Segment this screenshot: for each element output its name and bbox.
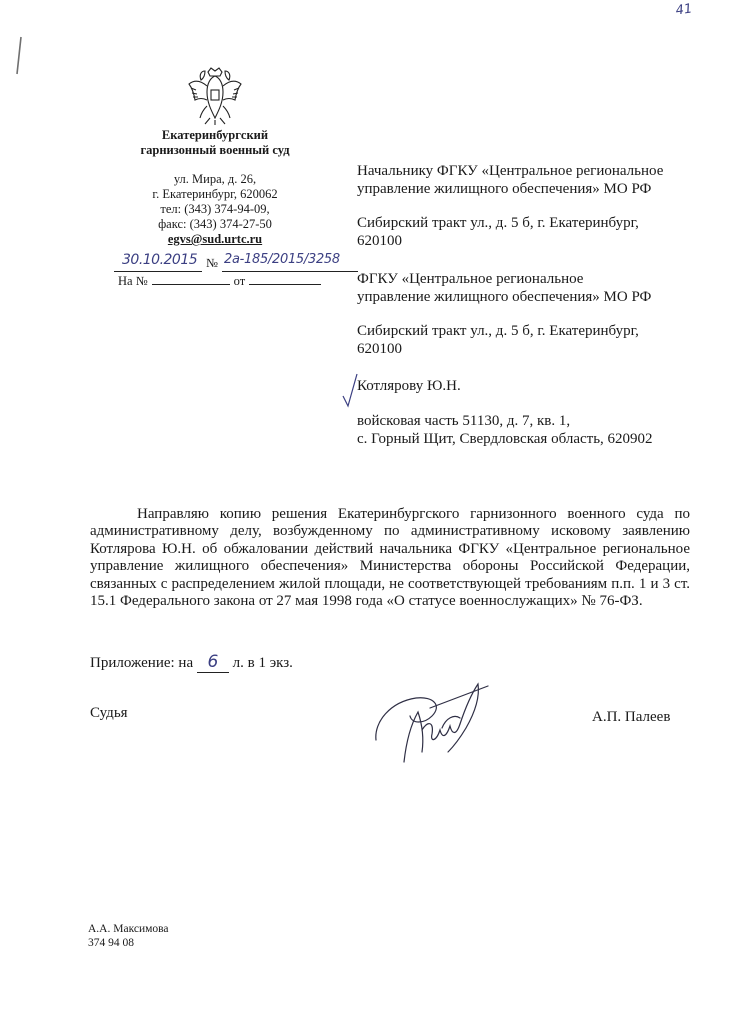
registration-number-label: № [206, 256, 218, 270]
attachment-page-count: 6 [197, 652, 229, 673]
court-fax: факс: (343) 374-27-50 [158, 217, 272, 231]
recipient-name-line: управление жилищного обеспечения» МО РФ [357, 181, 652, 197]
recipient-1 [357, 162, 697, 250]
attachment-prefix: Приложение: на [90, 655, 194, 671]
date-underline [114, 271, 202, 272]
registration-date: 30.10.2015 [122, 252, 198, 268]
executor-name: А.А. Максимова [88, 923, 169, 935]
recipient-3 [357, 377, 697, 448]
court-street-address: ул. Мира, д. 26, [173, 172, 257, 186]
executor-phone: 374 94 08 [88, 937, 134, 949]
recipient-2 [357, 270, 697, 358]
recipient-address-line: Сибирский тракт ул., д. 5 б, г. Екатеринбург, [357, 215, 639, 231]
signatory-name: А.П. Палеев [592, 709, 671, 725]
recipient-name-line: ФГКУ «Центральное региональное [357, 271, 584, 287]
coat-of-arms-emblem-icon [186, 66, 244, 126]
recipient-name-line: Котлярову Ю.Н. [357, 378, 461, 394]
recipient-address-line: Сибирский тракт ул., д. 5 б, г. Екатеринбург, [357, 323, 639, 339]
court-contact-block [120, 172, 310, 247]
recipient-address-line: 620100 [357, 341, 402, 357]
recipient-address-line: 620100 [357, 233, 402, 249]
reference-line [118, 274, 321, 289]
signatory-title: Судья [90, 705, 128, 721]
handwritten-signature [370, 668, 500, 772]
court-email-link[interactable]: egvs@sud.urtc.ru [167, 232, 263, 246]
number-underline [222, 271, 358, 272]
reference-label: На № [118, 274, 148, 288]
attachment-suffix: л. в 1 экз. [232, 655, 293, 671]
court-name-line: Екатеринбургский [161, 128, 269, 142]
attachment-line [90, 652, 293, 673]
recipient-address-line: с. Горный Щит, Свердловская область, 620902 [357, 431, 653, 447]
executor-block [88, 922, 169, 950]
court-name-line: гарнизонный военный суд [140, 143, 290, 157]
reference-from-label: от [233, 274, 246, 288]
margin-pen-mark [14, 36, 24, 76]
reference-date-blank [249, 284, 321, 285]
recipient-name-line: Начальнику ФГКУ «Центральное региональное [357, 163, 664, 179]
court-name [120, 128, 310, 158]
court-phone: тел: (343) 374-94-09, [160, 202, 270, 216]
registration-number: 2а-185/2015/3258 [224, 252, 340, 267]
corner-handwritten-note: 41 [674, 1, 694, 19]
recipient-address-line: войсковая часть 51130, д. 7, кв. 1, [357, 413, 571, 429]
reference-number-blank [152, 284, 230, 285]
registration-block [114, 252, 359, 288]
recipient-name-line: управление жилищного обеспечения» МО РФ [357, 289, 652, 305]
court-city-address: г. Екатеринбург, 620062 [152, 187, 278, 201]
letter-body: Направляю копию решения Екатеринбургского гарнизонного военного суда по административному делу, возбужденному по административному исковому заявлению Котлярова Ю.Н. об обжаловании действий начальника ФГКУ «Центральное региональное управление жилищного обеспечения» Министерства обороны Российской Федерации, связанных с распределением жилой площади, не соответствующей требованиям п.п. 1 и 3 ст. 15.1 Федерального закона от 27 мая 1998 года «О статусе военнослужащих» № 76-ФЗ. [90, 506, 690, 610]
